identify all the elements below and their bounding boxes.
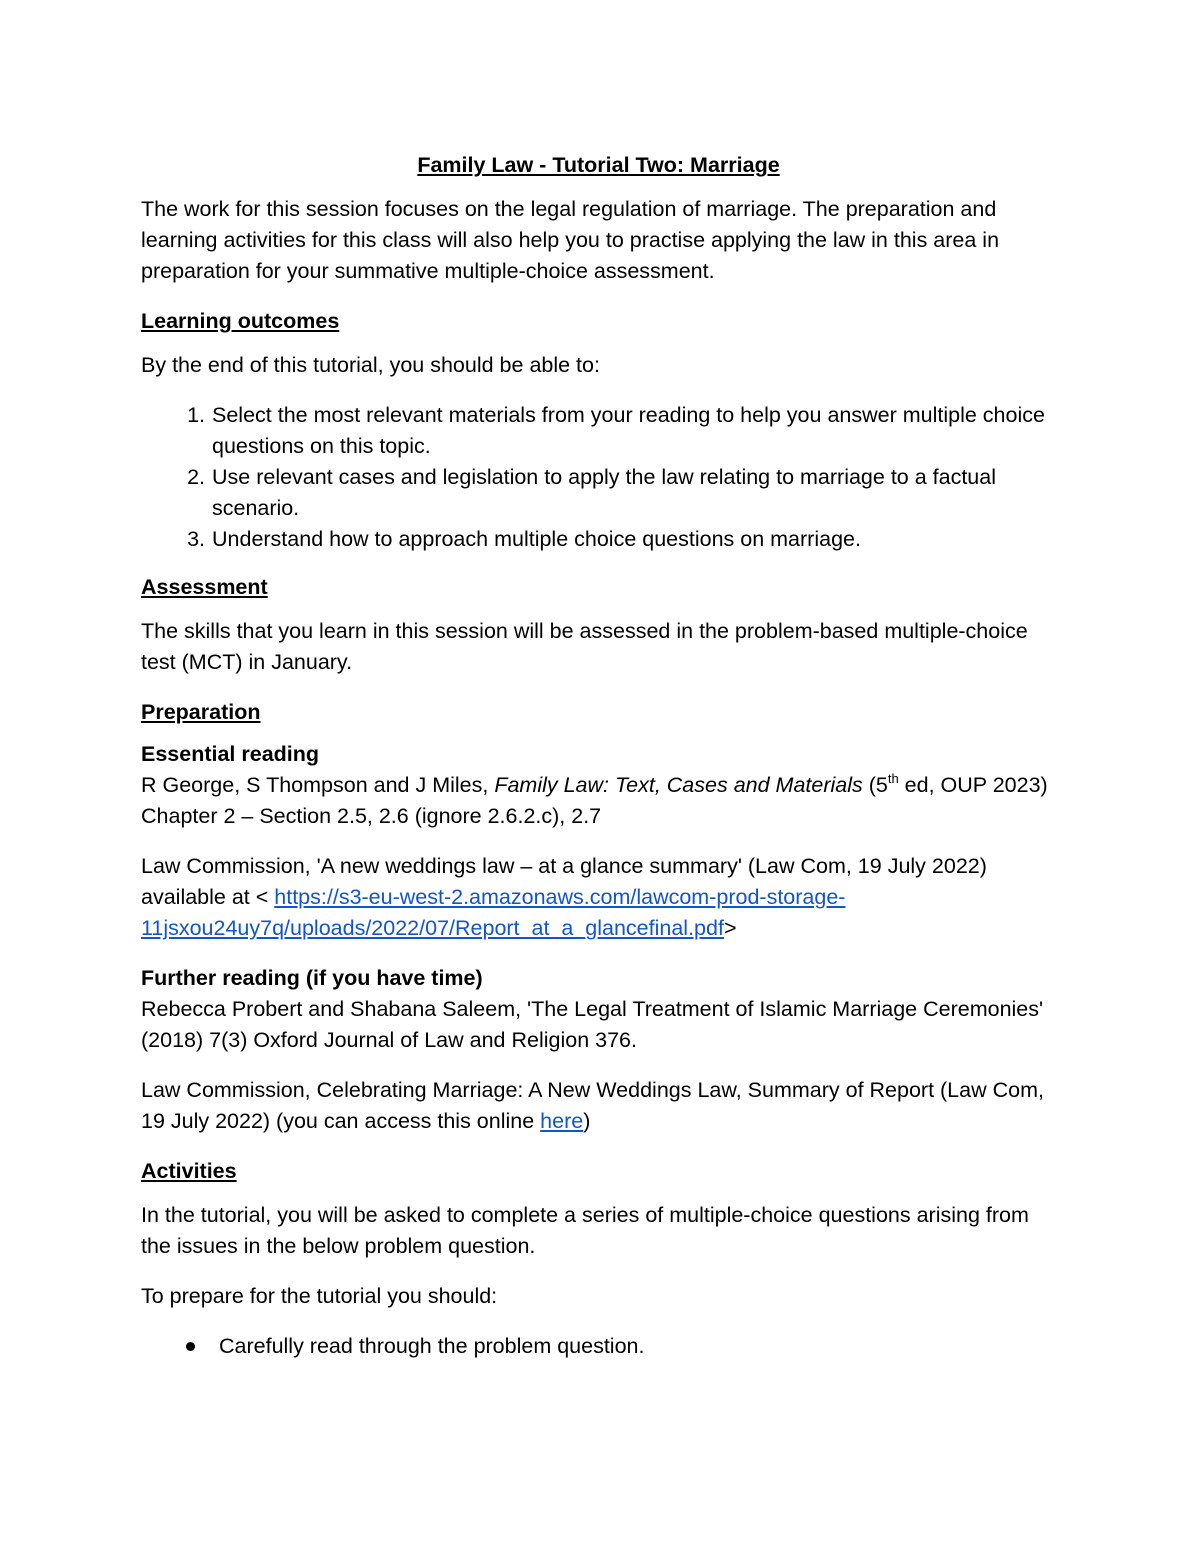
activities-heading: Activities	[141, 1159, 237, 1183]
reading-citation: Law Commission, Celebrating Marriage: A New Weddings Law, Summary of Report (Law Com, 19 July 2022) (you can access this online	[141, 1078, 1044, 1133]
essential-reading-heading: Essential reading	[141, 742, 320, 766]
reading-edition-sup: th	[887, 771, 899, 786]
list-item-text: Carefully read through the problem question.	[219, 1334, 645, 1358]
reading-book-title: Family Law: Text, Cases and Materials	[494, 773, 863, 797]
activities-list	[141, 1331, 1056, 1362]
list-item	[219, 1331, 1056, 1362]
reading-details: ed, OUP 2023) Chapter 2 – Section 2.5, 2.6 (ignore 2.6.2.c), 2.7	[141, 773, 1048, 828]
further-reading-heading: Further reading (if you have time)	[141, 966, 483, 990]
assessment-heading: Assessment	[141, 575, 268, 599]
activities-paragraph: In the tutorial, you will be asked to complete a series of multiple-choice questions arising from the issues in the below problem question.	[141, 1203, 1029, 1258]
assessment-paragraph: The skills that you learn in this session will be assessed in the problem-based multiple-choice test (MCT) in January.	[141, 619, 1028, 674]
reading-suffix: >	[723, 916, 737, 940]
intro-paragraph: The work for this session focuses on the legal regulation of marriage. The preparation and learning activities for this class will also help you to practise applying the law in this area in preparation for your summative multiple-choice assessment.	[141, 197, 1000, 283]
essential-reading-item	[141, 851, 1056, 944]
here-link[interactable]: here	[540, 1109, 584, 1133]
document-page	[141, 150, 1056, 1362]
document-title: Family Law - Tutorial Two: Marriage	[417, 153, 780, 177]
learning-outcomes-heading: Learning outcomes	[141, 309, 340, 333]
list-item: 2. Use relevant cases and legislation to apply the law relating to marriage to a factual scenario.	[211, 462, 1056, 524]
reading-citation: Law Commission, 'A new weddings law – at a glance summary' (Law Com, 19 July 2022) available at <	[141, 854, 987, 909]
further-reading-item: Rebecca Probert and Shabana Saleem, 'The Legal Treatment of Islamic Marriage Ceremonies' (2018) 7(3) Oxford Journal of Law and Religion 376.	[141, 997, 1044, 1052]
reading-authors: R George, S Thompson and J Miles,	[141, 773, 495, 797]
further-reading-item	[141, 1075, 1056, 1137]
learning-outcomes-lead: By the end of this tutorial, you should be able to:	[141, 353, 600, 377]
reading-edition-open: (5	[862, 773, 888, 797]
preparation-heading: Preparation	[141, 700, 261, 724]
list-item: 1. Select the most relevant materials from your reading to help you answer multiple choice questions on this topic.	[211, 400, 1056, 462]
essential-reading-item	[141, 770, 1056, 832]
activities-lead: To prepare for the tutorial you should:	[141, 1284, 498, 1308]
bullet-icon	[186, 1342, 195, 1351]
reading-suffix: )	[583, 1109, 591, 1133]
list-item: 3. Understand how to approach multiple choice questions on marriage.	[211, 524, 1056, 555]
law-commission-report-link[interactable]: https://s3-eu-west-2.amazonaws.com/lawcom-prod-storage-11jsxou24uy7q/uploads/2022/07/Report_at_a_glancefinal.pdf	[141, 885, 846, 940]
learning-outcomes-list	[141, 400, 1056, 555]
